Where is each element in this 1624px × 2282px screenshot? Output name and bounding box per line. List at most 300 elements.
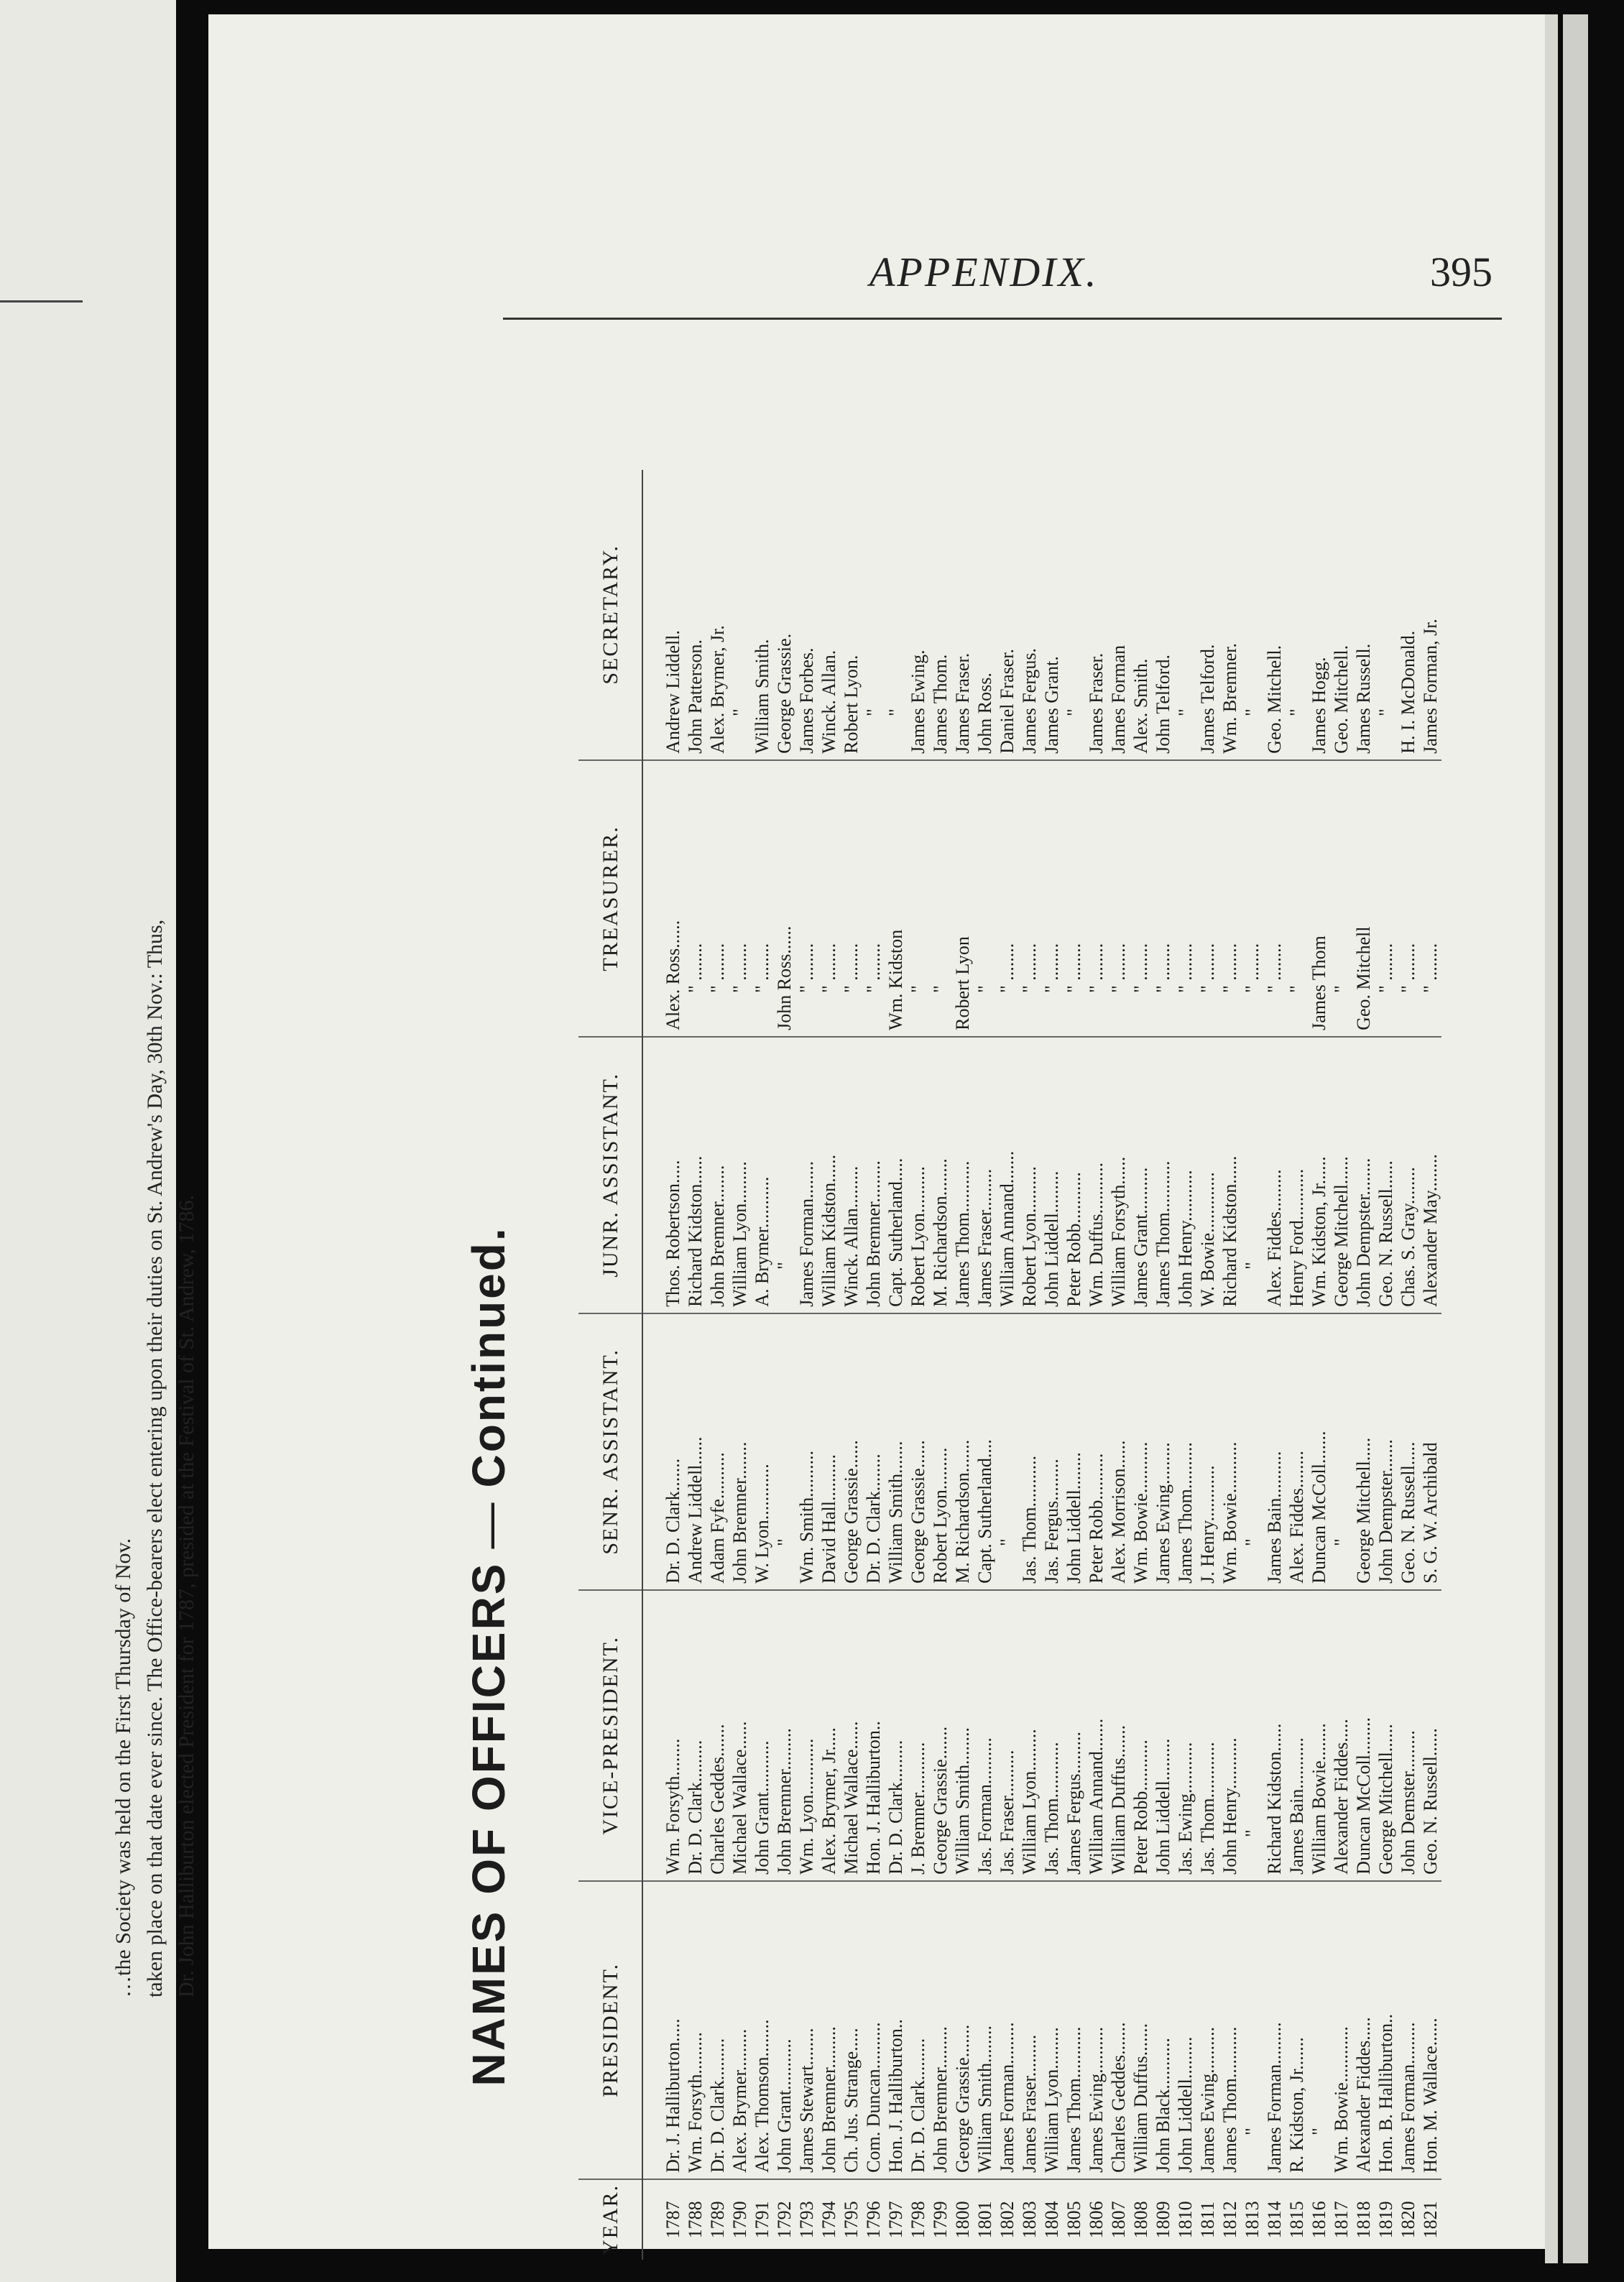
table-row [1419, 470, 1441, 2260]
secretary-cell: " [862, 470, 885, 760]
year-cell: 1788 [684, 2179, 706, 2260]
president-cell: George Grassie....... [951, 1881, 974, 2179]
president-cell: James Ewing.......... [1196, 1881, 1219, 2179]
secretary-cell: John Ross. [974, 470, 996, 760]
president-cell: James Ewing.......... [1085, 1881, 1107, 2179]
vice-president-cell: William Smith........ [951, 1590, 974, 1881]
president-cell: Dr. J. Halliburton..... [642, 1881, 684, 2179]
president-cell: Ch. Jus. Strange..... [840, 1881, 862, 2179]
senr-assistant-cell: " [1330, 1313, 1352, 1590]
secretary-cell: Daniel Fraser. [996, 470, 1018, 760]
year-cell: 1795 [840, 2179, 862, 2260]
senr-assistant-cell: Adam Fyfe.......... [706, 1313, 729, 1590]
junr-assistant-cell: Geo. N. Russell...... [1375, 1037, 1397, 1313]
junr-assistant-cell: William Annand....... [996, 1037, 1018, 1313]
president-cell: William Lyon......... [1041, 1881, 1063, 2179]
vice-president-cell: Michael Wallace...... [840, 1590, 862, 1881]
year-cell: 1815 [1286, 2179, 1308, 2260]
senr-assistant-cell: " [996, 1313, 1018, 1590]
junr-assistant-cell: James Grant.......... [1130, 1037, 1152, 1313]
secretary-cell: Geo. Mitchell. [1330, 470, 1352, 760]
year-cell: 1804 [1041, 2179, 1063, 2260]
president-cell: James Thom........... [1219, 1881, 1241, 2179]
secretary-cell: James Russell. [1352, 470, 1375, 760]
secretary-cell: James Forman [1107, 470, 1130, 760]
vice-president-cell: George Grassie....... [929, 1590, 951, 1881]
junr-assistant-cell: Wm. Duffus........... [1085, 1037, 1107, 1313]
table-row [1286, 470, 1308, 2260]
junr-assistant-cell: Robert Lyon.......... [1018, 1037, 1041, 1313]
table-row [795, 470, 818, 2260]
officers-table-rotated [446, 334, 1441, 2260]
junr-assistant-cell: Thos. Robertson..... [642, 1037, 684, 1313]
treasurer-cell: " [1330, 760, 1352, 1037]
vice-president-cell: Jas. Thom............ [1041, 1590, 1063, 1881]
vice-president-cell: Jas. Forman.......... [974, 1590, 996, 1881]
vice-president-cell: William Bowie........ [1308, 1590, 1330, 1881]
officers-table [578, 470, 1441, 2260]
president-cell: James Thom........... [1063, 1881, 1085, 2179]
president-cell: Dr. D. Clark......... [907, 1881, 929, 2179]
secretary-cell: James Fraser. [1085, 470, 1107, 760]
table-row [840, 470, 862, 2260]
treasurer-cell: " ........ [729, 760, 751, 1037]
senr-assistant-cell: James Ewing......... [1152, 1313, 1174, 1590]
treasurer-cell: " ........ [706, 760, 729, 1037]
year-cell: 1809 [1152, 2179, 1174, 2260]
president-cell: John Grant........... [773, 1881, 795, 2179]
senr-assistant-cell: Jas. Fergus......... [1041, 1313, 1063, 1590]
president-cell: Hon. B. Halliburton.. [1375, 1881, 1397, 2179]
year-cell: 1789 [706, 2179, 729, 2260]
president-cell: James Fraser......... [1018, 1881, 1041, 2179]
treasurer-cell: " [1286, 760, 1308, 1037]
vice-president-cell: Wm. Lyon............ [795, 1590, 818, 1881]
secretary-cell: James Forbes. [795, 470, 818, 760]
vice-president-cell: James Bain........... [1286, 1590, 1308, 1881]
vice-president-cell: Wm. Forsyth........ [642, 1590, 684, 1881]
secretary-cell: Alex. Brymer, Jr. [706, 470, 729, 760]
table-row [1219, 470, 1241, 2260]
secretary-cell: James Fraser. [951, 470, 974, 760]
table-row [1018, 470, 1041, 2260]
president-cell: " [1308, 1881, 1330, 2179]
junr-assistant-cell: A. Brymer........... [751, 1037, 773, 1313]
secretary-cell: James Telford. [1196, 470, 1219, 760]
president-cell: James Forman......... [996, 1881, 1018, 2179]
senr-assistant-cell: M. Richardson....... [951, 1313, 974, 1590]
left-page-rule [0, 300, 83, 302]
senr-assistant-cell: Andrew Liddell...... [684, 1313, 706, 1590]
column-header-vice-president: VICE-PRESIDENT. [578, 1590, 642, 1881]
junr-assistant-cell: James Forman........ [795, 1037, 818, 1313]
president-cell: John Bremner......... [818, 1881, 840, 2179]
junr-assistant-cell: Richard Kidston...... [1219, 1037, 1241, 1313]
year-cell: 1805 [1063, 2179, 1085, 2260]
junr-assistant-cell: William Lyon......... [729, 1037, 751, 1313]
column-header-president: PRESIDENT. [578, 1881, 642, 2179]
table-body [642, 470, 1441, 2260]
treasurer-cell: " ........ [840, 760, 862, 1037]
year-cell: 1798 [907, 2179, 929, 2260]
treasurer-cell: " [929, 760, 951, 1037]
junr-assistant-cell: James Thom........... [1152, 1037, 1174, 1313]
treasurer-cell: John Ross...... [773, 760, 795, 1037]
senr-assistant-cell: Capt. Sutherland.... [974, 1313, 996, 1590]
vice-president-cell: William Annand....... [1085, 1590, 1107, 1881]
treasurer-cell: " ........ [751, 760, 773, 1037]
column-header-treasurer: TREASURER. [578, 760, 642, 1037]
vice-president-cell: John Bremner......... [773, 1590, 795, 1881]
secretary-cell: H. I. McDonald. [1397, 470, 1419, 760]
year-cell: 1819 [1375, 2179, 1397, 2260]
senr-assistant-cell: William Smith....... [885, 1313, 907, 1590]
secretary-cell: " [1286, 470, 1308, 760]
year-cell: 1806 [1085, 2179, 1107, 2260]
table-row [1241, 470, 1263, 2260]
year-cell: 1800 [951, 2179, 974, 2260]
secretary-cell: John Telford. [1152, 470, 1174, 760]
senr-assistant-cell: Wm. Smith.......... [795, 1313, 818, 1590]
year-cell: 1803 [1018, 2179, 1041, 2260]
year-cell: 1817 [1330, 2179, 1352, 2260]
year-cell: 1796 [862, 2179, 885, 2260]
junr-assistant-cell: John Bremner......... [862, 1037, 885, 1313]
table-row [751, 470, 773, 2260]
vice-president-cell: J. Bremner........... [907, 1590, 929, 1881]
senr-assistant-cell: James Bain.......... [1263, 1313, 1286, 1590]
treasurer-cell: " ........ [862, 760, 885, 1037]
secretary-cell: Geo. Mitchell. [1263, 470, 1286, 760]
page-edge-2 [1563, 14, 1588, 2263]
year-cell: 1797 [885, 2179, 907, 2260]
treasurer-cell: " ........ [1241, 760, 1263, 1037]
table-row [1130, 470, 1152, 2260]
table-heading [446, 1053, 532, 2260]
junr-assistant-cell: W. Bowie............. [1196, 1037, 1219, 1313]
secretary-cell: George Grassie. [773, 470, 795, 760]
president-cell: John Bremner......... [929, 1881, 951, 2179]
junr-assistant-cell: William Forsyth...... [1107, 1037, 1130, 1313]
junr-assistant-cell: " [1241, 1037, 1263, 1313]
junr-assistant-cell: Alexander May........ [1419, 1037, 1441, 1313]
vice-president-cell: Dr. D. Clark......... [885, 1590, 907, 1881]
junr-assistant-cell: Chas. S. Gray........ [1397, 1037, 1419, 1313]
secretary-cell: James Grant. [1041, 470, 1063, 760]
year-cell: 1792 [773, 2179, 795, 2260]
left-page-line-0: …the Society was held on the First Thursday of Nov. [111, 1538, 135, 1997]
secretary-cell: Wm. Bremner. [1219, 470, 1241, 760]
year-cell: 1794 [818, 2179, 840, 2260]
table-row [818, 470, 840, 2260]
year-cell: 1801 [974, 2179, 996, 2260]
senr-assistant-cell: David Hall.......... [818, 1313, 840, 1590]
table-row [951, 470, 974, 2260]
senr-assistant-cell: Alex. Fiddes........ [1286, 1313, 1308, 1590]
year-cell: 1790 [729, 2179, 751, 2260]
vice-president-cell: John Liddell......... [1152, 1590, 1174, 1881]
president-cell: James Forman......... [1263, 1881, 1286, 2179]
secretary-cell: " [1375, 470, 1397, 760]
treasurer-cell: " ........ [1174, 760, 1196, 1037]
table-row [642, 470, 684, 2260]
year-cell: 1821 [1419, 2179, 1441, 2260]
secretary-cell: James Ewing. [907, 470, 929, 760]
year-cell: 1793 [795, 2179, 818, 2260]
column-header-junr-assistant: JUNR. ASSISTANT. [578, 1037, 642, 1313]
president-cell: Wm. Forsyth......... [684, 1881, 706, 2179]
president-cell: Alexander Fiddes..... [1352, 1881, 1375, 2179]
senr-assistant-cell: J. Henry............ [1196, 1313, 1219, 1590]
junr-assistant-cell: Capt. Sutherland..... [885, 1037, 907, 1313]
senr-assistant-cell: George Grassie...... [840, 1313, 862, 1590]
year-cell: 1816 [1308, 2179, 1330, 2260]
treasurer-cell: " ........ [1063, 760, 1085, 1037]
table-heading-continued: Continued. [463, 1226, 515, 1488]
column-header-year: YEAR. [578, 2179, 642, 2260]
treasurer-cell: James Thom [1308, 760, 1330, 1037]
table-row [1330, 470, 1352, 2260]
junr-assistant-cell: James Thom........... [951, 1037, 974, 1313]
secretary-cell: Winck. Allan. [818, 470, 840, 760]
senr-assistant-cell: " [773, 1313, 795, 1590]
page-number: 395 [1430, 249, 1492, 295]
table-row [684, 470, 706, 2260]
vice-president-cell: Peter Robb........... [1130, 1590, 1152, 1881]
vice-president-cell: Michael Wallace...... [729, 1590, 751, 1881]
junr-assistant-cell: " [773, 1037, 795, 1313]
table-row [1375, 470, 1397, 2260]
junr-assistant-cell: Alex. Fiddes......... [1263, 1037, 1286, 1313]
treasurer-cell: Wm. Kidston [885, 760, 907, 1037]
year-cell: 1812 [1219, 2179, 1241, 2260]
secretary-cell: " [1063, 470, 1085, 760]
junr-assistant-cell: Peter Robb........... [1063, 1037, 1085, 1313]
table-row [907, 470, 929, 2260]
secretary-cell: " [885, 470, 907, 760]
president-cell: Hon. M. Wallace...... [1419, 1881, 1441, 2179]
senr-assistant-cell: John Bremner........ [729, 1313, 751, 1590]
vice-president-cell: Alex. Brymer, Jr..... [818, 1590, 840, 1881]
junr-assistant-cell: James Fraser......... [974, 1037, 996, 1313]
secretary-cell: " [729, 470, 751, 760]
president-cell: R. Kidston, Jr....... [1286, 1881, 1308, 2179]
senr-assistant-cell: " [1241, 1313, 1263, 1590]
treasurer-cell: " ........ [795, 760, 818, 1037]
treasurer-cell: " ........ [1263, 760, 1286, 1037]
senr-assistant-cell: Jas. Thom........... [1018, 1313, 1041, 1590]
junr-assistant-cell: John Liddell......... [1041, 1037, 1063, 1313]
table-row [1263, 470, 1286, 2260]
year-cell: 1799 [929, 2179, 951, 2260]
senr-assistant-cell: Robert Lyon......... [929, 1313, 951, 1590]
senr-assistant-cell: James Thom.......... [1174, 1313, 1196, 1590]
president-cell: Dr. D. Clark......... [706, 1881, 729, 2179]
senr-assistant-cell: John Dempster....... [1375, 1313, 1397, 1590]
vice-president-cell: John Demster......... [1397, 1590, 1419, 1881]
vice-president-cell: Duncan McColl........ [1352, 1590, 1375, 1881]
treasurer-cell: " [974, 760, 996, 1037]
table-row [1085, 470, 1107, 2260]
treasurer-cell: " ........ [1041, 760, 1063, 1037]
vice-president-cell: John Henry........... [1219, 1590, 1241, 1881]
president-cell: William Smith........ [974, 1881, 996, 2179]
secretary-cell: " [1174, 470, 1196, 760]
left-page-line-2: Dr. John Halliburton elected President for 1787, presided at the Festival of St. Andrew, 1786. [175, 1194, 198, 1997]
header-rule [503, 318, 1502, 320]
left-page-line-1: taken place on that date ever since. The Office-bearers elect entering upon their duties on St. Andrew's Day, 30th Nov.: Thus, [143, 919, 167, 1997]
vice-president-cell: Jas. Thom............ [1196, 1590, 1219, 1881]
president-cell: John Black........... [1152, 1881, 1174, 2179]
year-cell: 1813 [1241, 2179, 1263, 2260]
table-row [1397, 470, 1419, 2260]
year-cell: 1811 [1196, 2179, 1219, 2260]
left-page-text [108, 14, 203, 1997]
table-row [1352, 470, 1375, 2260]
senr-assistant-cell: Alex. Morrison...... [1107, 1313, 1130, 1590]
page-edge [1545, 14, 1558, 2263]
president-cell: " [1241, 1881, 1263, 2179]
treasurer-cell: " ........ [1419, 760, 1441, 1037]
vice-president-cell: Geo. N. Russell...... [1419, 1590, 1441, 1881]
president-cell: Charles Geddes....... [1107, 1881, 1130, 2179]
table-row [1174, 470, 1196, 2260]
president-cell: Wm. Bowie............ [1330, 1881, 1352, 2179]
vice-president-cell: William Lyon......... [1018, 1590, 1041, 1881]
year-cell: 1791 [751, 2179, 773, 2260]
running-head-title: APPENDIX. [869, 249, 1099, 295]
vice-president-cell: John Grant........... [751, 1590, 773, 1881]
vice-president-cell: Charles Geddes....... [706, 1590, 729, 1881]
secretary-cell: Alex. Smith. [1130, 470, 1152, 760]
vice-president-cell: William Duffus....... [1107, 1590, 1130, 1881]
secretary-cell: Andrew Liddell. [642, 470, 684, 760]
treasurer-cell: " ........ [1375, 760, 1397, 1037]
table-row [1196, 470, 1219, 2260]
treasurer-cell: " [907, 760, 929, 1037]
senr-assistant-cell: Geo. N. Russell..... [1397, 1313, 1419, 1590]
senr-assistant-cell: George Grassie...... [907, 1313, 929, 1590]
junr-assistant-cell: John Dempster........ [1352, 1037, 1375, 1313]
junr-assistant-cell: Richard Kidston...... [684, 1037, 706, 1313]
senr-assistant-cell: W. Lyon............ [751, 1313, 773, 1590]
president-cell: James Forman......... [1397, 1881, 1419, 2179]
table-heading-main: NAMES OF OFFICERS [463, 1561, 515, 2087]
president-cell: Hon. J. Halliburton.. [885, 1881, 907, 2179]
year-cell: 1787 [642, 2179, 684, 2260]
year-cell: 1807 [1107, 2179, 1130, 2260]
secretary-cell: James Fergus. [1018, 470, 1041, 760]
vice-president-cell: Hon. J. Halliburton.. [862, 1590, 885, 1881]
table-row [996, 470, 1018, 2260]
senr-assistant-cell: Duncan McColl....... [1308, 1313, 1330, 1590]
junr-assistant-cell: Henry Ford........... [1286, 1037, 1308, 1313]
junr-assistant-cell: John Henry........... [1174, 1037, 1196, 1313]
president-cell: Com. Duncan.......... [862, 1881, 885, 2179]
vice-president-cell: Jas. Ewing........... [1174, 1590, 1196, 1881]
senr-assistant-cell: Wm. Bowie........... [1219, 1313, 1241, 1590]
president-cell: William Duffus....... [1130, 1881, 1152, 2179]
year-cell: 1810 [1174, 2179, 1196, 2260]
junr-assistant-cell: Wm. Kidston, Jr...... [1308, 1037, 1330, 1313]
treasurer-cell: " ........ [1085, 760, 1107, 1037]
senr-assistant-cell: John Liddell........ [1063, 1313, 1085, 1590]
table-row [1063, 470, 1085, 2260]
treasurer-cell: " ........ [1018, 760, 1041, 1037]
vice-president-cell: James Fergus......... [1063, 1590, 1085, 1881]
secretary-cell: James Forman, Jr. [1419, 470, 1441, 760]
secretary-cell: William Smith. [751, 470, 773, 760]
vice-president-cell: " [1241, 1590, 1263, 1881]
junr-assistant-cell: William Kidston...... [818, 1037, 840, 1313]
junr-assistant-cell: John Bremner........ [706, 1037, 729, 1313]
book-page [208, 14, 1545, 2255]
vice-president-cell: Alexander Fiddes..... [1330, 1590, 1352, 1881]
vice-president-cell: Dr. D. Clark......... [684, 1590, 706, 1881]
junr-assistant-cell: M. Richardson........ [929, 1037, 951, 1313]
treasurer-cell: Alex. Ross...... [642, 760, 684, 1037]
table-row [1152, 470, 1174, 2260]
treasurer-cell: " ........ [996, 760, 1018, 1037]
table-row [929, 470, 951, 2260]
treasurer-cell: " ........ [1130, 760, 1152, 1037]
treasurer-cell: Geo. Mitchell [1352, 760, 1375, 1037]
table-row [1041, 470, 1063, 2260]
table-row [1308, 470, 1330, 2260]
table-row [773, 470, 795, 2260]
treasurer-cell: " ........ [1107, 760, 1130, 1037]
senr-assistant-cell: S. G. W. Archibald [1419, 1313, 1441, 1590]
left-facing-page [0, 0, 198, 2282]
year-cell: 1808 [1130, 2179, 1152, 2260]
column-header-secretary: SECRETARY. [578, 470, 642, 760]
president-cell: John Liddell......... [1174, 1881, 1196, 2179]
junr-assistant-cell: Winck. Allan......... [840, 1037, 862, 1313]
treasurer-cell: " ........ [1219, 760, 1241, 1037]
year-cell: 1820 [1397, 2179, 1419, 2260]
table-row [974, 470, 996, 2260]
secretary-cell: " [1241, 470, 1263, 760]
treasurer-cell: " ........ [1397, 760, 1419, 1037]
senr-assistant-cell: Wm. Bowie........... [1130, 1313, 1152, 1590]
table-row [729, 470, 751, 2260]
president-cell: Alex. Thomson........ [751, 1881, 773, 2179]
table-row [862, 470, 885, 2260]
column-header-senr-assistant: SENR. ASSISTANT. [578, 1313, 642, 1590]
vice-president-cell: Jas. Fraser.......... [996, 1590, 1018, 1881]
junr-assistant-cell: Robert Lyon.......... [907, 1037, 929, 1313]
vice-president-cell: George Mitchell...... [1375, 1590, 1397, 1881]
senr-assistant-cell: Peter Robb.......... [1085, 1313, 1107, 1590]
year-cell: 1818 [1352, 2179, 1375, 2260]
president-cell: Alex. Brymer......... [729, 1881, 751, 2179]
treasurer-cell: Robert Lyon [951, 760, 974, 1037]
junr-assistant-cell: George Mitchell...... [1330, 1037, 1352, 1313]
treasurer-cell: " ........ [818, 760, 840, 1037]
table-row [885, 470, 907, 2260]
year-cell: 1814 [1263, 2179, 1286, 2260]
table-heading-dash: — [463, 1500, 515, 1549]
treasurer-cell: " ........ [684, 760, 706, 1037]
president-cell: James Stewart........ [795, 1881, 818, 2179]
year-cell: 1802 [996, 2179, 1018, 2260]
treasurer-cell: " ........ [1152, 760, 1174, 1037]
secretary-cell: James Hogg. [1308, 470, 1330, 760]
table-row [706, 470, 729, 2260]
secretary-cell: James Thom. [929, 470, 951, 760]
treasurer-cell: " ........ [1196, 760, 1219, 1037]
senr-assistant-cell: George Mitchell..... [1352, 1313, 1375, 1590]
